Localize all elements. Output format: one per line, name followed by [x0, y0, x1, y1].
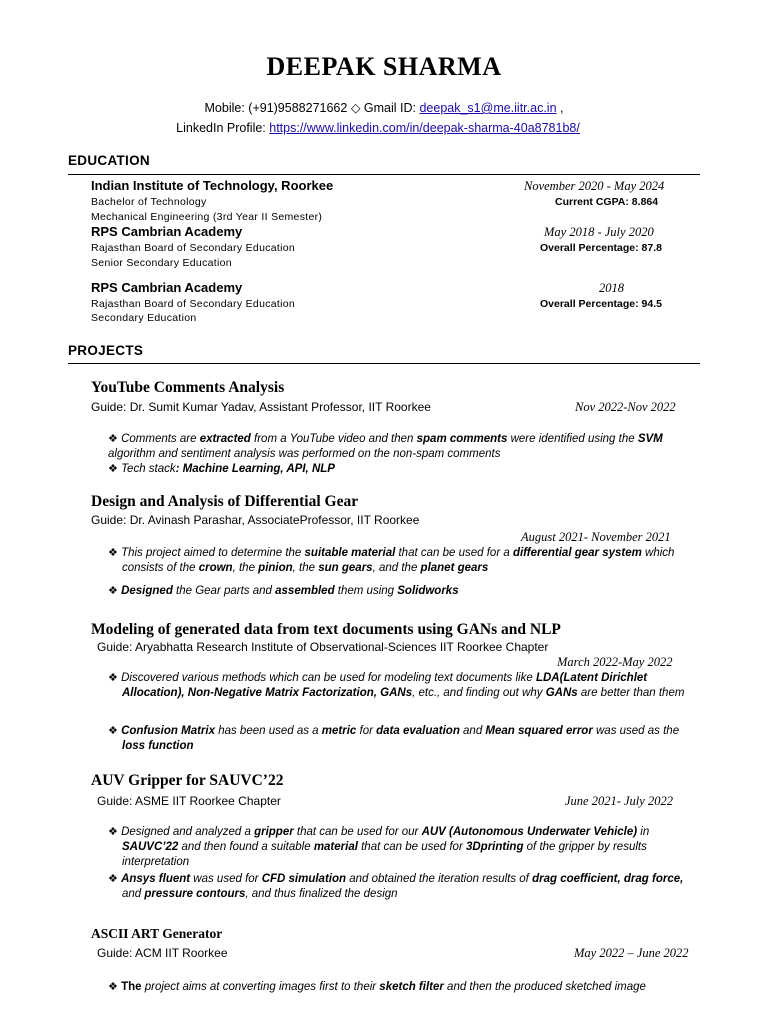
edu-2-date: May 2018 - July 2020 [544, 225, 654, 239]
edu-3-institute: RPS Cambrian Academy [91, 280, 243, 295]
project-1-bullet-2: ❖ Tech stack: Machine Learning, API, NLP [108, 463, 335, 475]
email-link[interactable]: deepak_s1@me.iitr.ac.in [419, 101, 557, 115]
projects-heading: PROJECTS [68, 343, 144, 358]
diamond-bullet-icon: ❖ [108, 672, 118, 684]
edu-2-board: Rajasthan Board of Secondary Education [91, 242, 296, 254]
edu-1-score: Current CGPA: 8.864 [555, 196, 659, 208]
projects-rule [68, 363, 700, 364]
project-4-guide: Guide: ASME IIT Roorkee Chapter [97, 794, 281, 808]
project-2-title: Design and Analysis of Differential Gear [91, 493, 359, 510]
project-5-bullet-1: ❖ The project aims at converting images first to their sketch filter and then the produced sketched image [108, 981, 646, 993]
project-2-bullet-2: ❖ Designed the Gear parts and assembled them using Solidworks [108, 585, 459, 597]
mobile-label: Mobile: [204, 101, 249, 115]
project-2-guide: Guide: Dr. Avinash Parashar, AssociateProfessor, IIT Roorkee [91, 513, 420, 527]
edu-3-score: Overall Percentage: 94.5 [540, 298, 662, 310]
diamond-bullet-icon: ❖ [108, 433, 118, 445]
diamond-bullet-icon: ❖ [108, 826, 118, 838]
edu-1-branch: Mechanical Engineering (3rd Year II Semester) [91, 211, 323, 223]
education-rule [68, 174, 700, 175]
edu-1-degree: Bachelor of Technology [91, 196, 207, 208]
project-4-bullet-1: ❖ Designed and analyzed a gripper that can be used for our AUV (Autonomous Underwater Vehicle) in SAUVC’22 and then found a suitable material that can be used for 3Dprinting of the gripper by results interpretation [108, 826, 650, 868]
linkedin-link[interactable]: https://www.linkedin.com/in/deepak-sharma-40a8781b8/ [269, 121, 580, 135]
contact-line [0, 100, 768, 115]
project-1-guide: Guide: Dr. Sumit Kumar Yadav, Assistant Professor, IIT Roorkee [91, 400, 431, 414]
linkedin-line [0, 121, 762, 135]
project-5-guide: Guide: ACM IIT Roorkee [97, 946, 228, 960]
project-1-title: YouTube Comments Analysis [91, 379, 285, 396]
project-5-date: May 2022 – June 2022 [574, 946, 689, 960]
edu-3-board: Rajasthan Board of Secondary Education [91, 298, 296, 310]
edu-2-level: Senior Secondary Education [91, 257, 232, 269]
project-4-title: AUV Gripper for SAUVC’22 [91, 772, 284, 789]
edu-2-institute: RPS Cambrian Academy [91, 224, 243, 239]
project-3-guide: Guide: Aryabhatta Research Institute of Observational-Sciences IIT Roorkee Chapter [97, 640, 549, 654]
project-5-title: ASCII ART Generator [91, 926, 223, 941]
diamond-bullet-icon: ❖ [108, 547, 118, 559]
mobile-number: (+91)9588271662 [248, 101, 348, 115]
project-3-date: March 2022-May 2022 [557, 655, 673, 669]
project-3-bullet-1: ❖ Discovered various methods which can be used for modeling text documents like LDA(Latent Dirichlet Allocation), Non-Negative Matrix Factorization, GANs, etc., and finding out why GANs are better than them [108, 672, 685, 699]
project-2-bullet-1: ❖ This project aimed to determine the suitable material that can be used for a differential gear system which consists of the crown, the pinion, the sun gears, and the planet gears [108, 547, 675, 574]
diamond-bullet-icon: ❖ [108, 873, 118, 885]
edu-3-date: 2018 [599, 281, 624, 295]
project-4-date: June 2021- July 2022 [565, 794, 673, 808]
diamond-bullet-icon: ❖ [108, 585, 118, 597]
project-1-bullet-1: ❖ Comments are extracted from a YouTube video and then spam comments were identified using the SVM algorithm and sentiment analysis was performed on the non-spam comments [108, 433, 663, 460]
edu-2-score: Overall Percentage: 87.8 [540, 242, 662, 254]
edu-1-date: November 2020 - May 2024 [524, 179, 665, 193]
project-1-date: Nov 2022-Nov 2022 [575, 400, 676, 414]
project-2-date: August 2021- November 2021 [521, 530, 671, 544]
email-suffix: , [556, 101, 564, 115]
diamond-separator: ◇ [347, 101, 364, 115]
diamond-bullet-icon: ❖ [108, 463, 118, 475]
resume-name: DEEPAK SHARMA [266, 52, 502, 81]
education-heading: EDUCATION [68, 153, 150, 168]
project-3-bullet-2: ❖ Confusion Matrix has been used as a metric for data evaluation and Mean squared error was used as the loss function [108, 725, 680, 752]
linkedin-label: LinkedIn Profile: [176, 121, 270, 135]
project-4-bullet-2: ❖ Ansys fluent was used for CFD simulation and obtained the iteration results of drag coefficient, drag force, and pressure contours, and thus finalized the design [108, 873, 684, 900]
diamond-bullet-icon: ❖ [108, 981, 118, 993]
edu-1-institute: Indian Institute of Technology, Roorkee [91, 178, 334, 193]
project-3-title: Modeling of generated data from text documents using GANs and NLP [91, 621, 561, 638]
email-label: Gmail ID: [363, 101, 420, 115]
edu-3-level: Secondary Education [91, 312, 197, 324]
diamond-bullet-icon: ❖ [108, 725, 118, 737]
